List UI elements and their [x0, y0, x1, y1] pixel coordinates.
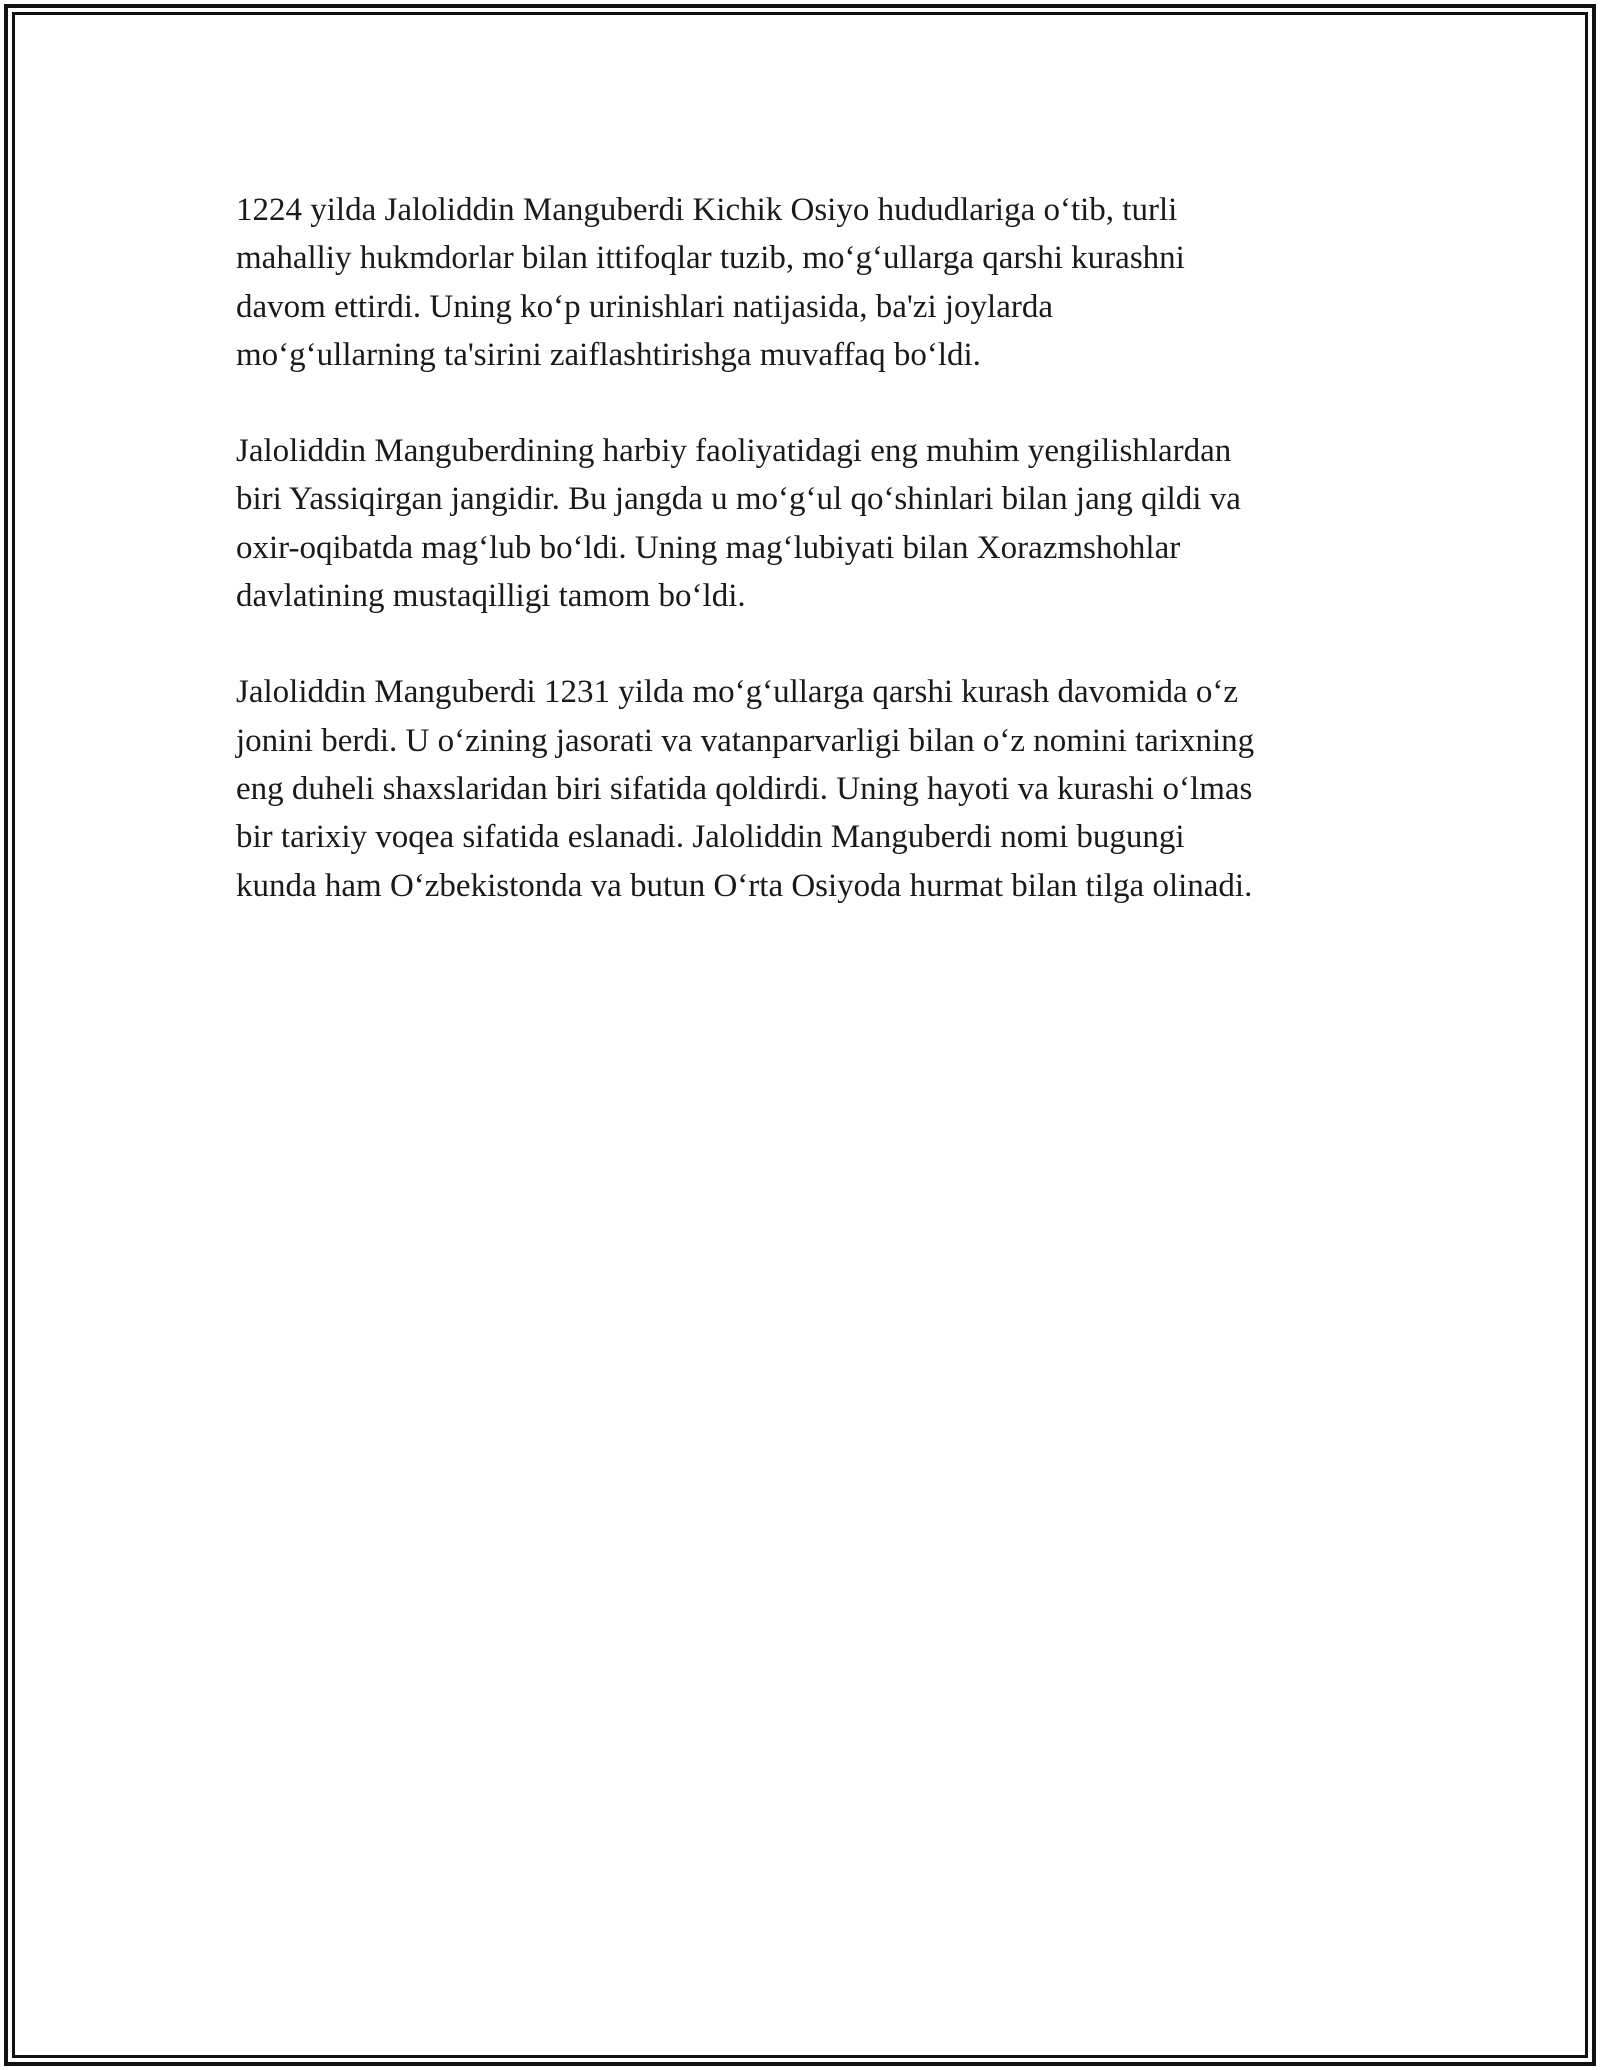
- paragraph-line: jonini berdi. U o‘zining jasorati va vatanparvarligi bilan o‘z nomini tarixning: [236, 722, 1255, 759]
- paragraph-line: oxir-oqibatda mag‘lub bo‘ldi. Uning mag‘lubiyati bilan Xorazmshohlar: [236, 529, 1181, 566]
- paragraph-line: kunda ham O‘zbekistonda va butun O‘rta Osiyoda hurmat bilan tilga olinadi.: [236, 867, 1253, 904]
- paragraph-line: 1224 yilda Jaloliddin Manguberdi Kichik Osiyo hududlariga o‘tib, turli: [236, 192, 1178, 228]
- document-body: [236, 186, 1386, 958]
- paragraph-line: mahalliy hukmdorlar bilan ittifoqlar tuzib, mo‘g‘ullarga qarshi kurashni: [236, 240, 1185, 277]
- paragraph-line: Jaloliddin Manguberdi 1231 yilda mo‘g‘ullarga qarshi kurash davomida o‘z: [236, 674, 1239, 711]
- paragraph-line: Jaloliddin Manguberdining harbiy faoliyatidagi eng muhim yengilishlardan: [236, 433, 1232, 470]
- paragraph-1: [236, 186, 1386, 379]
- paragraph-2: [236, 427, 1386, 620]
- paragraph-line: davom ettirdi. Uning ko‘p urinishlari natijasida, ba'zi joylarda: [236, 288, 1053, 325]
- paragraph-3: [236, 668, 1386, 909]
- paragraph-line: bir tarixiy voqea sifatida eslanadi. Jaloliddin Manguberdi nomi bugungi: [236, 819, 1185, 856]
- paragraph-line: eng duheli shaxslaridan biri sifatida qoldirdi. Uning hayoti va kurashi o‘lmas: [236, 770, 1253, 807]
- paragraph-line: davlatining mustaqilligi tamom bo‘ldi.: [236, 578, 746, 615]
- paragraph-line: mo‘g‘ullarning ta'sirini zaiflashtirishga muvaffaq bo‘ldi.: [236, 336, 981, 373]
- paragraph-line: biri Yassiqirgan jangidir. Bu jangda u mo‘g‘ul qo‘shinlari bilan jang qildi va: [236, 481, 1241, 518]
